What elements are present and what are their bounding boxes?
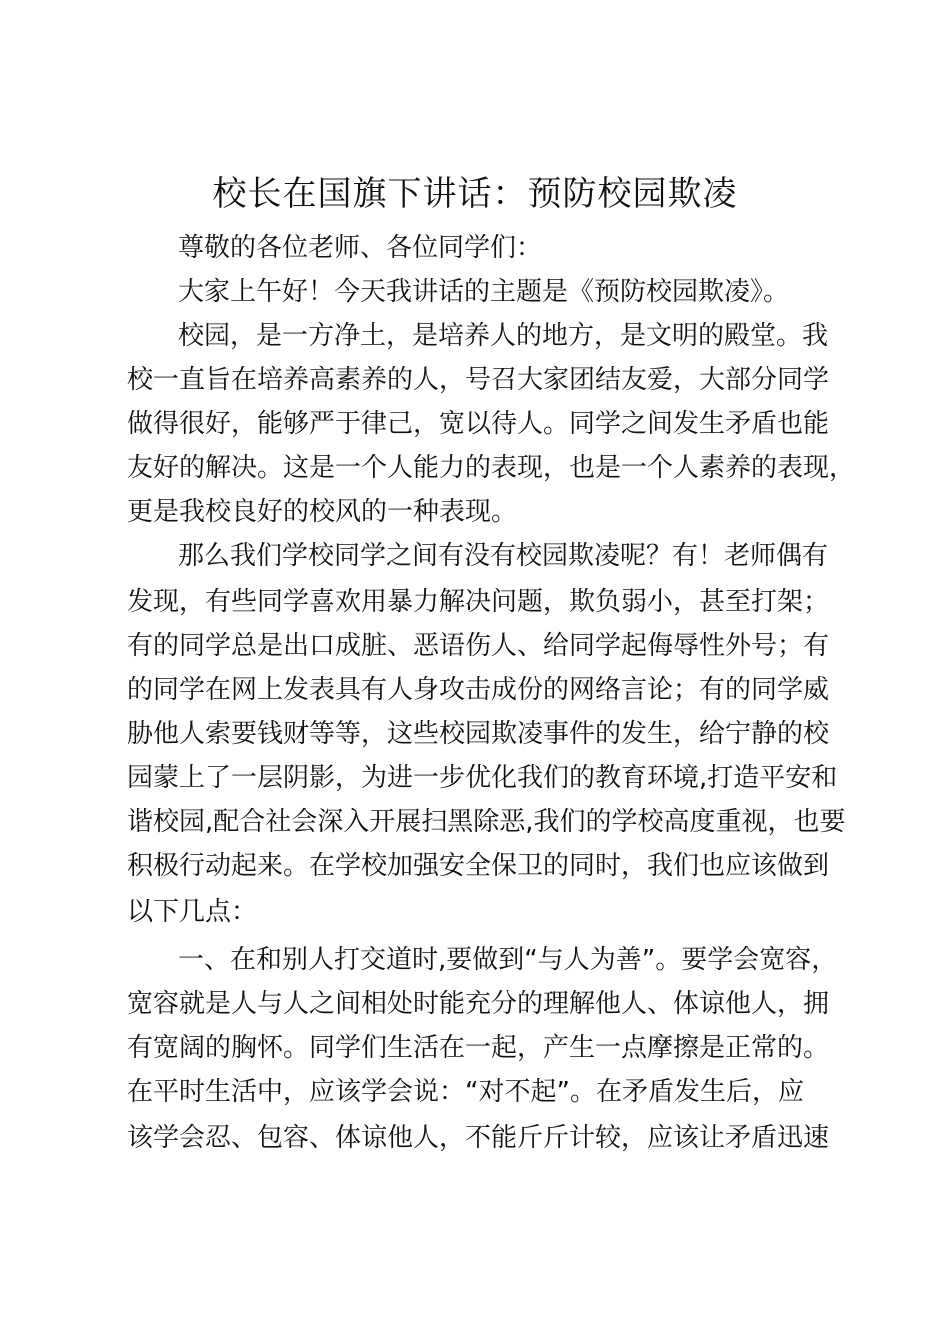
salutation-line: 尊敬的各位老师、各位同学们：: [178, 233, 543, 263]
paragraph-2-line-7: 谐校园,配合社会深入开展扫黑除恶,我们的学校高度重视，也要: [127, 807, 846, 837]
paragraph-3-line-2: 宽容就是人与人之间相处时能充分的理解他人、体谅他人，拥: [127, 989, 830, 1019]
document-title: 校长在国旗下讲话：预防校园欺凌: [212, 174, 738, 214]
greeting-line: 大家上午好！今天我讲话的主题是《预防校园欺凌》。: [178, 277, 790, 307]
paragraph-3-line-4: 在平时生活中，应该学会说：“对不起”。在矛盾发生后，应: [127, 1077, 804, 1107]
paragraph-1-line-1: 校园，是一方净土，是培养人的地方，是文明的殿堂。我: [178, 321, 829, 351]
paragraph-1-line-3: 做得很好，能够严于律己，宽以待人。同学之间发生矛盾也能: [127, 409, 830, 439]
paragraph-3-line-5: 该学会忍、包容、体谅他人，不能斤斤计较，应该让矛盾迅速: [127, 1123, 830, 1153]
paragraph-1-line-4: 友好的解决。这是一个人能力的表现，也是一个人素养的表现，: [127, 453, 856, 483]
paragraph-2-line-6: 园蒙上了一层阴影，为进一步优化我们的教育环境,打造平安和: [127, 763, 838, 793]
paragraph-2-line-5: 胁他人索要钱财等等，这些校园欺凌事件的发生，给宁静的校: [127, 719, 830, 749]
paragraph-3-line-1: 一、在和别人打交道时,要做到“与人为善”。要学会宽容，: [178, 945, 838, 975]
paragraph-2-line-4: 的同学在网上发表具有人身攻击成份的网络言论；有的同学威: [127, 675, 830, 705]
paragraph-1-line-5: 更是我校良好的校风的一种表现。: [127, 497, 518, 527]
paragraph-3-line-3: 有宽阔的胸怀。同学们生活在一起，产生一点摩擦是正常的。: [127, 1033, 830, 1063]
paragraph-2-line-2: 发现，有些同学喜欢用暴力解决问题，欺负弱小，甚至打架；: [127, 587, 830, 617]
paragraph-2-line-8: 积极行动起来。在学校加强安全保卫的同时，我们也应该做到: [127, 851, 830, 881]
paragraph-2-line-1: 那么我们学校同学之间有没有校园欺凌呢？有！老师偶有: [178, 541, 829, 571]
paragraph-2-line-3: 有的同学总是出口成脏、恶语伤人、给同学起侮辱性外号；有: [127, 631, 830, 661]
paragraph-2-line-9: 以下几点：: [127, 897, 258, 927]
paragraph-1-line-2: 校一直旨在培养高素养的人，号召大家团结友爱，大部分同学: [127, 365, 830, 395]
